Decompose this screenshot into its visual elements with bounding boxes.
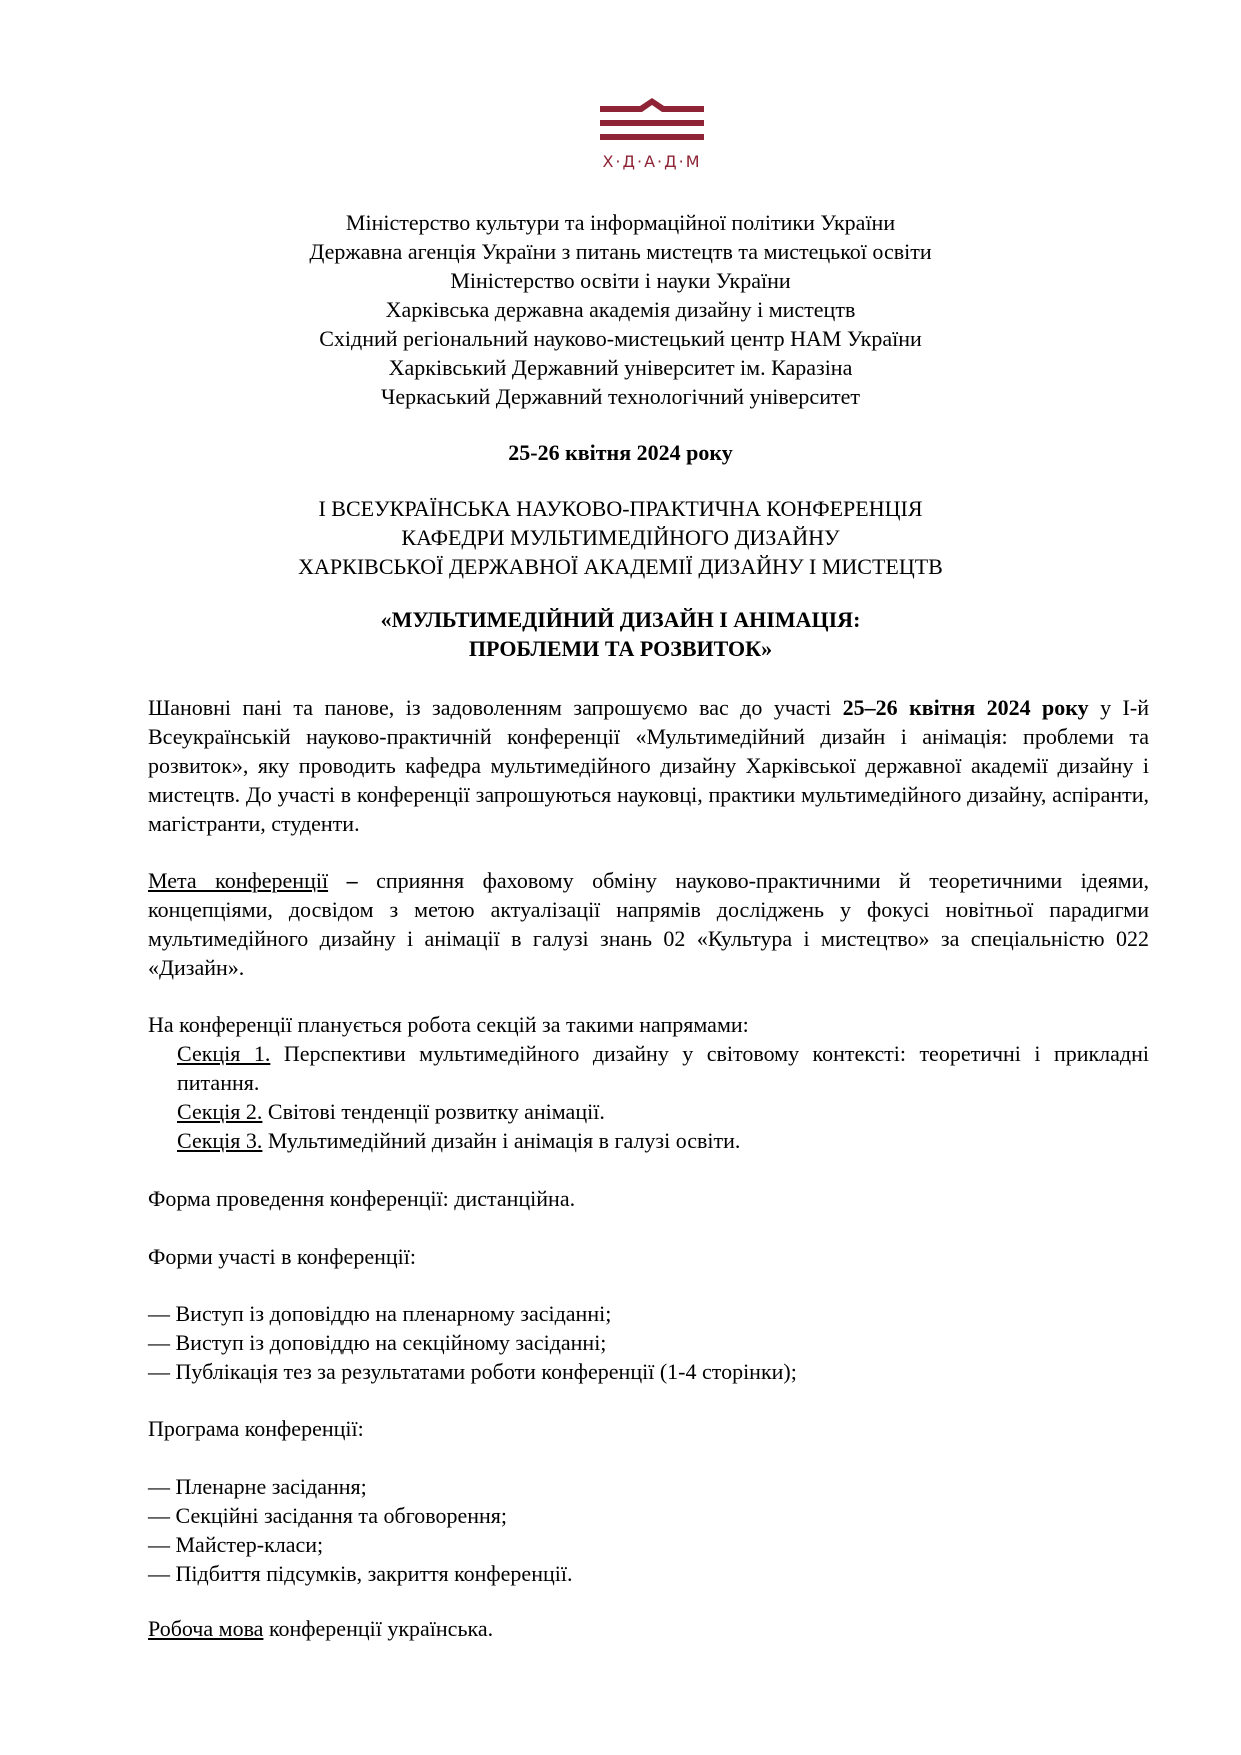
organizer-line: Черкаський Державний технологічний університет: [381, 384, 860, 409]
academy-logo: [600, 96, 704, 172]
organizer-line: Харківська державна академія дизайну і мистецтв: [385, 297, 856, 322]
section-label: Секція 3.: [177, 1128, 263, 1153]
list-item: — Секційні засідання та обговорення;: [148, 1503, 507, 1528]
section-text: Світові тенденції розвитку анімації.: [262, 1099, 605, 1124]
conference-format: Форма проведення конференції: дистанційна.: [148, 1186, 576, 1211]
conference-title-line: КАФЕДРИ МУЛЬТИМЕДІЙНОГО ДИЗАЙНУ: [401, 525, 840, 550]
intro-text-rest: у І-й Всеукраїнській науково-практичній конференції «Мультимедійний дизайн і анімація: проблеми та розвиток», яку проводить кафедра мультимедійного дизайну Харківської державної академії дизайну і мистецтв. До участі в конференції запрошуються науковці, практики мультимедійного дизайну, аспіранти, магістранти, студенти.: [148, 695, 1149, 836]
conference-theme: [100, 605, 1141, 663]
program-title: Програма конференції:: [148, 1416, 364, 1441]
section-label: Секція 1.: [177, 1041, 271, 1066]
organizer-line: Східний регіональний науково-мистецький центр НАМ України: [319, 326, 922, 351]
list-item: — Підбиття підсумків, закриття конференції.: [148, 1561, 573, 1586]
conference-title-line: І ВСЕУКРАЇНСЬКА НАУКОВО-ПРАКТИЧНА КОНФЕРЕНЦІЯ: [318, 496, 923, 521]
conference-date: 25-26 квітня 2024 року: [508, 440, 733, 465]
list-item: — Пленарне засідання;: [148, 1474, 367, 1499]
theme-line: ПРОБЛЕМИ ТА РОЗВИТОК»: [468, 636, 773, 661]
section-text: Перспективи мультимедійного дизайну у світовому контексті: теоретичні і прикладні питання.: [177, 1041, 1149, 1095]
theme-line: «МУЛЬТИМЕДІЙНИЙ ДИЗАЙН І АНІМАЦІЯ:: [380, 607, 861, 632]
organizer-line: Міністерство освіти і науки України: [450, 268, 791, 293]
language-text: конференції українська.: [263, 1616, 494, 1641]
section-label: Секція 2.: [177, 1099, 263, 1124]
sections-block: [148, 1010, 1149, 1155]
intro-paragraph: [148, 693, 1149, 838]
list-item: — Виступ із доповіддю на секційному засіданні;: [148, 1330, 607, 1355]
program-list: [148, 1472, 1149, 1588]
goal-paragraph: [148, 866, 1149, 982]
intro-date: 25–26 квітня 2024 року: [842, 695, 1089, 720]
goal-label: Мета конференції: [148, 868, 329, 893]
section-text: Мультимедійний дизайн і анімація в галузі освіти.: [262, 1128, 741, 1153]
logo-text: Х·Д·А·Д·М: [602, 152, 702, 171]
organizer-line: Харківський Державний університет ім. Каразіна: [388, 355, 853, 380]
list-item: — Виступ із доповіддю на пленарному засіданні;: [148, 1301, 612, 1326]
sections-intro: На конференції планується робота секцій за такими напрямами:: [148, 1012, 749, 1037]
participation-list: [148, 1299, 1149, 1386]
working-language: [148, 1614, 1149, 1643]
list-item: — Публікація тез за результатами роботи конференції (1-4 сторінки);: [148, 1359, 797, 1384]
conference-title: [100, 494, 1141, 581]
academy-emblem-icon: [600, 96, 704, 144]
section-item: [148, 1126, 1149, 1155]
conference-title-line: ХАРКІВСЬКОЇ ДЕРЖАВНОЇ АКАДЕМІЇ ДИЗАЙНУ І МИСТЕЦТВ: [298, 554, 943, 579]
section-item: [148, 1097, 1149, 1126]
organizer-line: Державна агенція України з питань мистецтв та мистецької освіти: [309, 239, 932, 264]
intro-text: Шановні пані та панове, із задоволенням запрошуємо вас до участі: [148, 695, 843, 720]
participation-title: Форми участі в конференції:: [148, 1244, 416, 1269]
organizers-list: [100, 208, 1141, 411]
goal-dash: –: [328, 868, 358, 893]
goal-text: сприяння фаховому обміну науково-практичними й теоретичними ідеями, концепціями, досвідом з метою актуалізації напрямів досліджень у фокусі новітньої парадигми мультимедійного дизайну і анімації в галузі знань 02 «Культура і мистецтво» за спеціальністю 022 «Дизайн».: [148, 868, 1149, 980]
section-item: [148, 1039, 1149, 1097]
list-item: — Майстер-класи;: [148, 1532, 324, 1557]
organizer-line: Міністерство культури та інформаційної політики України: [345, 210, 896, 235]
language-label: Робоча мова: [148, 1616, 264, 1641]
